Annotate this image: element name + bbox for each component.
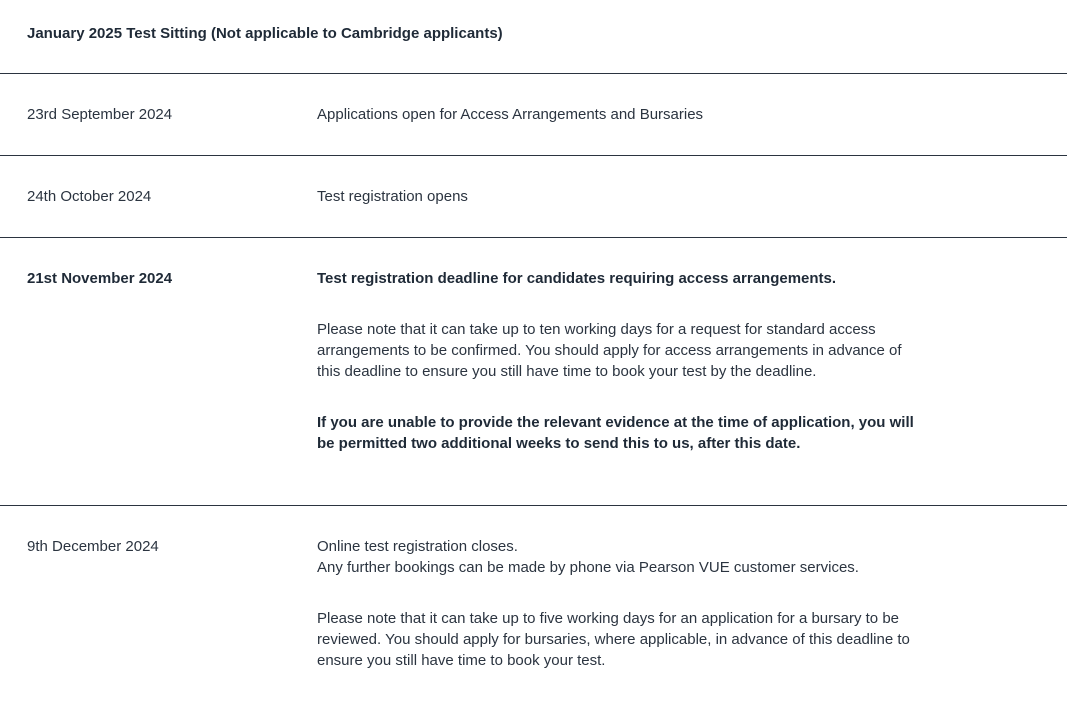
row-description bbox=[317, 74, 917, 155]
row-description bbox=[317, 156, 917, 237]
description-text: Please note that it can take up to five working days for an application for a bursary to be reviewed. You should apply for bursaries, where applicable, in advance of this deadline to ensure you still have time to book your test. bbox=[317, 610, 910, 669]
row-date: 21st November 2024 bbox=[27, 270, 173, 287]
row-description bbox=[317, 238, 917, 484]
description-text: Please note that it can take up to ten working days for a request for standard access arrangements to be confirmed. You should apply for access arrangements in advance of this deadline to ensure you still have time to book your test by the deadline. bbox=[317, 321, 902, 380]
table-row bbox=[0, 238, 1067, 506]
row-date: 9th December 2024 bbox=[27, 538, 159, 555]
registration-closes-text: Online test registration closes. bbox=[317, 538, 518, 555]
table-row bbox=[0, 74, 1067, 156]
description-text: Test registration opens bbox=[317, 188, 468, 205]
deadline-heading: Test registration deadline for candidates requiring access arrangements. bbox=[317, 270, 837, 287]
description-text bbox=[317, 536, 917, 578]
row-date: 24th October 2024 bbox=[27, 188, 152, 205]
row-date: 23rd September 2024 bbox=[27, 106, 173, 123]
row-description bbox=[317, 506, 917, 701]
table-row bbox=[0, 156, 1067, 238]
table-header bbox=[0, 0, 1067, 74]
table-row bbox=[0, 506, 1067, 701]
sitting-title: January 2025 Test Sitting (Not applicable to Cambridge applicants) bbox=[27, 25, 503, 42]
phone-booking-text: Any further bookings can be made by phone via Pearson VUE customer services. bbox=[317, 559, 859, 576]
description-text: Applications open for Access Arrangements and Bursaries bbox=[317, 106, 704, 123]
evidence-note: If you are unable to provide the relevant evidence at the time of application, you will be permitted two additional weeks to send this to us, after this date. bbox=[317, 414, 914, 452]
